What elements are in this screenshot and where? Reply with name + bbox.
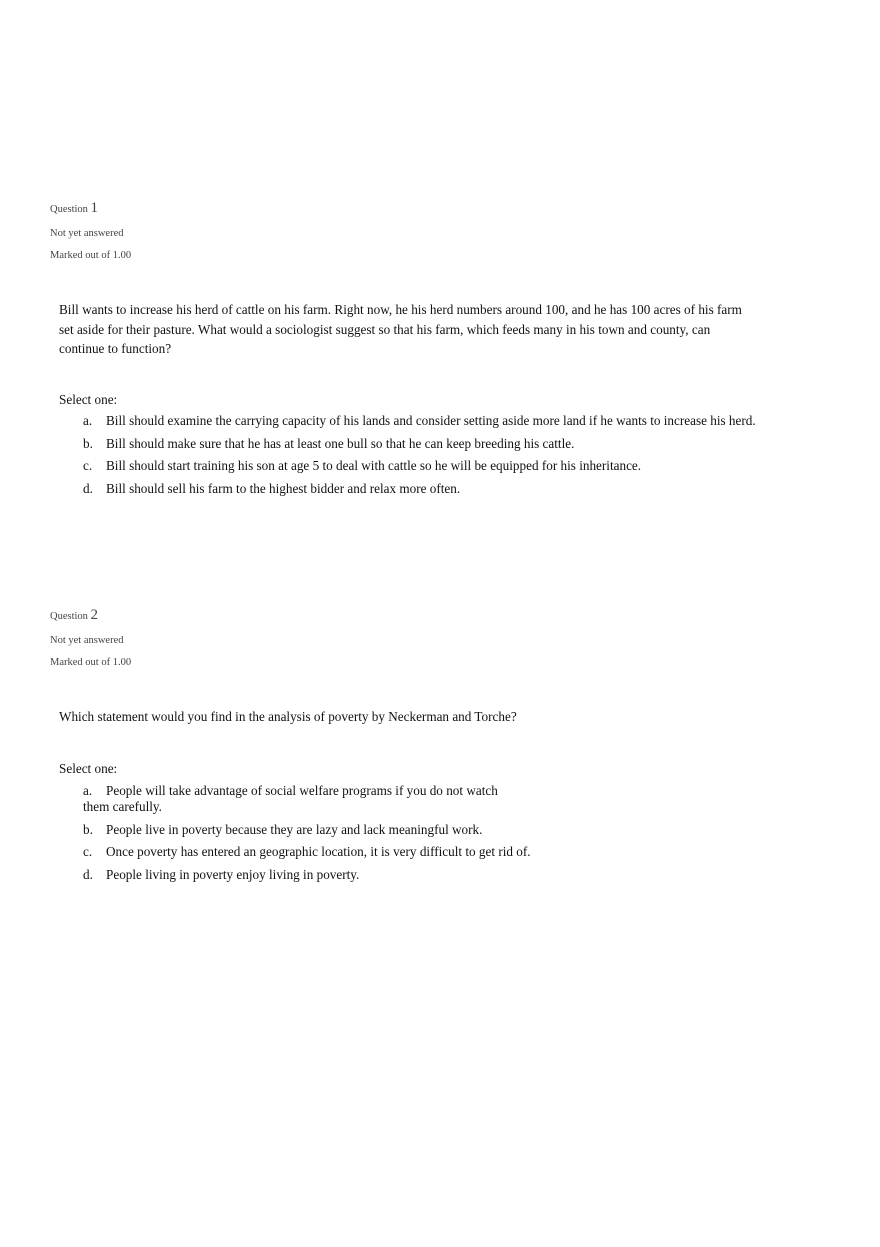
question-state: Not yet answered xyxy=(50,228,124,239)
question-grade: Marked out of 1.00 xyxy=(50,657,132,668)
answer-option-d[interactable] xyxy=(83,867,783,883)
option-letter: d. xyxy=(83,866,93,882)
answer-option-a[interactable] xyxy=(83,783,523,815)
option-letter: b. xyxy=(83,821,93,837)
option-letter: b. xyxy=(83,435,93,451)
question-number: 1 xyxy=(90,200,99,216)
answer-option-b[interactable] xyxy=(83,822,783,838)
option-text: Bill should examine the carrying capacity of his lands and consider setting aside more land if he wants to increase his herd. xyxy=(106,413,756,428)
option-letter: a. xyxy=(83,783,93,798)
option-text: Bill should sell his farm to the highest bidder and relax more often. xyxy=(106,480,461,496)
option-letter: d. xyxy=(83,480,93,496)
answer-option-c[interactable] xyxy=(83,458,783,474)
option-text: People will take advantage of social welfare programs if you do not watch them carefully. xyxy=(83,783,498,814)
answer-options xyxy=(83,783,783,889)
question-state: Not yet answered xyxy=(50,635,124,646)
option-text: Bill should start training his son at age 5 to deal with cattle so he will be equipped for his inheritance. xyxy=(106,458,642,473)
answer-option-d[interactable] xyxy=(83,481,783,497)
option-text: People live in poverty because they are lazy and lack meaningful work. xyxy=(106,821,483,837)
answer-options xyxy=(83,413,783,503)
question-label: Question xyxy=(50,204,88,215)
answer-option-b[interactable] xyxy=(83,436,783,452)
option-letter: c. xyxy=(83,844,93,859)
option-text: Bill should make sure that he has at least one bull so that he can keep breeding his cattle. xyxy=(106,435,575,451)
question-grade: Marked out of 1.00 xyxy=(50,250,132,261)
option-letter: c. xyxy=(83,458,93,473)
question-heading xyxy=(50,200,350,217)
question-heading xyxy=(50,607,350,624)
question-text: Bill wants to increase his herd of cattle on his farm. Right now, he his herd numbers around 100, and he has 100 acres of his farm set aside for their pasture. What would a sociologist suggest so that his farm, which feeds many in his town and county, can continue to function? xyxy=(59,302,742,356)
select-one-label: Select one: xyxy=(59,761,118,776)
option-text: Once poverty has entered an geographic location, it is very difficult to get rid of. xyxy=(106,844,531,859)
question-label: Question xyxy=(50,611,88,622)
answer-option-c[interactable] xyxy=(83,844,783,860)
select-one-label: Select one: xyxy=(59,392,118,407)
option-letter: a. xyxy=(83,413,93,428)
answer-option-a[interactable] xyxy=(83,413,783,429)
question-number: 2 xyxy=(90,607,99,623)
question-text: Which statement would you find in the analysis of poverty by Neckerman and Torche? xyxy=(59,709,517,724)
option-text: People living in poverty enjoy living in poverty. xyxy=(106,866,360,882)
